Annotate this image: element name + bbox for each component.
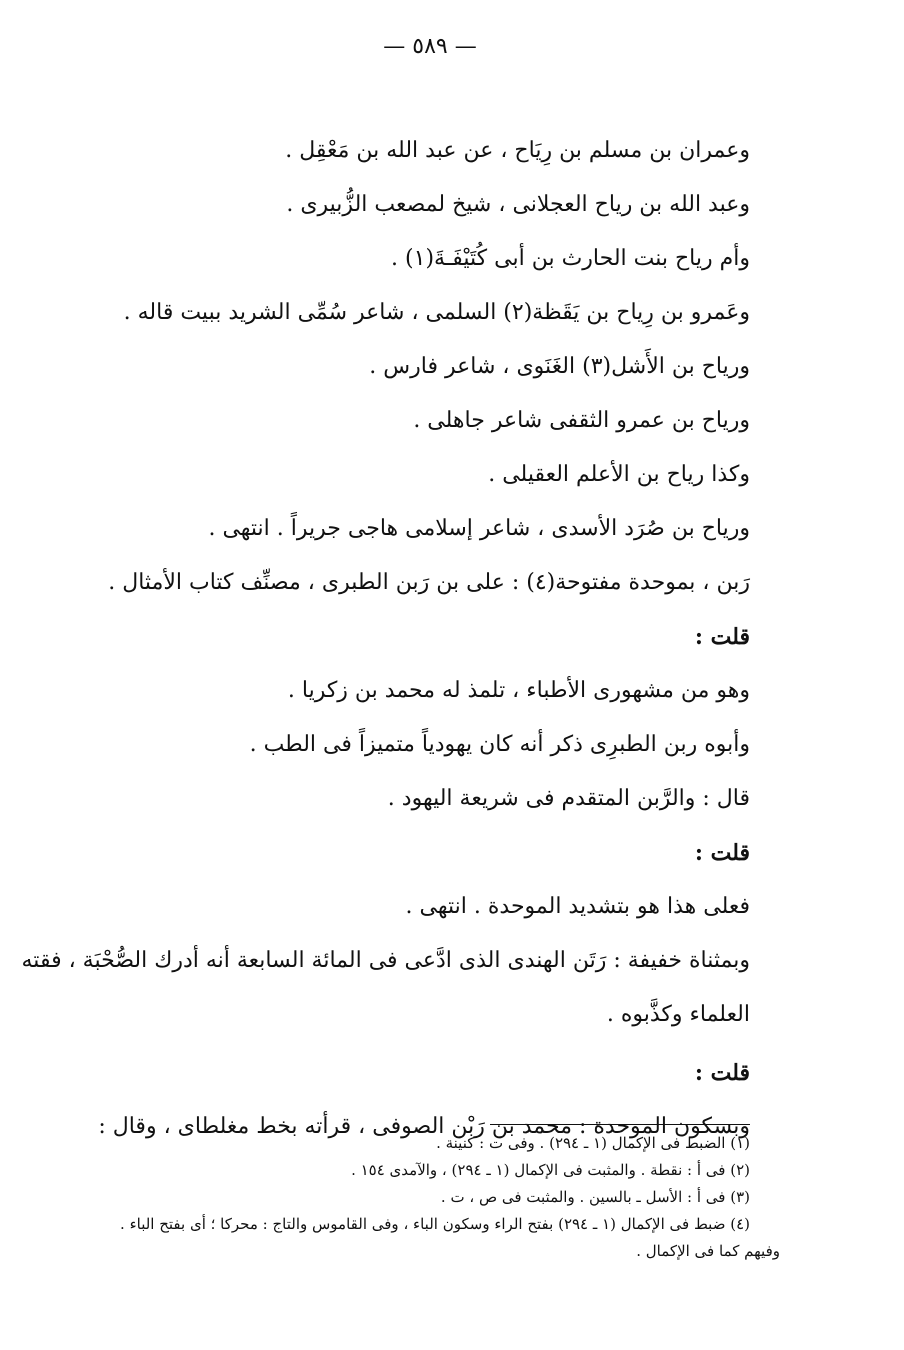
footnote: (٣) فى أ : الأسل ـ بالسين . والمثبت فى ص ، ت .: [440, 1188, 750, 1206]
text-line: ورياح بن الأَشل(٣) الغَنَوى ، شاعر فارس .: [369, 354, 750, 379]
page-number: — ٥٨٩ —: [383, 34, 477, 59]
footnote-divider: [490, 1124, 750, 1125]
text-line: وعبد الله بن رياح العجلانى ، شيخ لمصعب الزُّبيرى .: [286, 192, 750, 217]
qultu-heading: قلت :: [694, 624, 750, 650]
text-line: فعلى هذا هو بتشديد الموحدة . انتهى .: [405, 894, 750, 919]
text-line: وعَمرو بن رِياح بن يَقَظة(٢) السلمى ، شاعر سُمِّى الشريد ببيت قاله .: [123, 300, 750, 325]
text-line: وهو من مشهورى الأطباء ، تلمذ له محمد بن زكريا .: [287, 678, 750, 703]
qultu-heading: قلت :: [694, 840, 750, 866]
text-line: وعمران بن مسلم بن رِيَاح ، عن عبد الله بن مَعْقِل .: [285, 138, 750, 163]
text-line: ورياح بن عمرو الثقفى شاعر جاهلى .: [413, 408, 750, 433]
text-line: العلماء وكذَّبوه .: [606, 1002, 750, 1027]
text-line: وأم رياح بنت الحارث بن أبى كُتَيْفَـةَ(١) .: [391, 246, 750, 271]
footnotes: [80, 1130, 780, 1265]
text-line: وبسكون الموحدة : محمد بن رَبْن الصوفى ، قرأته بخط مغلطاى ، وقال :: [98, 1114, 750, 1139]
footnote: (١) الضبط فى الإكمال (١ ـ ٢٩٤) . وفى ت : كنينة .: [436, 1134, 750, 1152]
main-text: [21, 124, 750, 1154]
text-line: ورياح بن صُرَد الأسدى ، شاعر إسلامى هاجى جريراً . انتهى .: [208, 516, 750, 541]
text-line: رَبن ، بموحدة مفتوحة(٤) : على بن رَبن الطبرى ، مصنِّف كتاب الأمثال .: [108, 570, 750, 595]
footnote-continuation: وفيهم كما فى الإكمال .: [636, 1242, 780, 1260]
qultu-heading: قلت :: [694, 1060, 750, 1086]
text-line: وكذا رياح بن الأعلم العقيلى .: [488, 462, 750, 487]
footnote: (٤) ضبط فى الإكمال (١ ـ ٢٩٤) بفتح الراء وسكون الباء ، وفى القاموس والتاج : محركا ؛ أى بفتح الباء .: [120, 1215, 750, 1233]
footnote: (٢) فى أ : نقطة . والمثبت فى الإكمال (١ ـ ٢٩٤) ، والآمدى ١٥٤ .: [351, 1161, 750, 1179]
text-line: وبمثناة خفيفة : رَتَن الهندى الذى ادَّعى فى المائة السابعة أنه أدرك الصُّحْبَة ، فقته: [21, 948, 750, 973]
text-line: قال : والرَّبن المتقدم فى شريعة اليهود .: [387, 786, 750, 811]
text-line: وأبوه ربن الطبرِى ذكر أنه كان يهودياً متميزاً فى الطب .: [249, 732, 750, 757]
